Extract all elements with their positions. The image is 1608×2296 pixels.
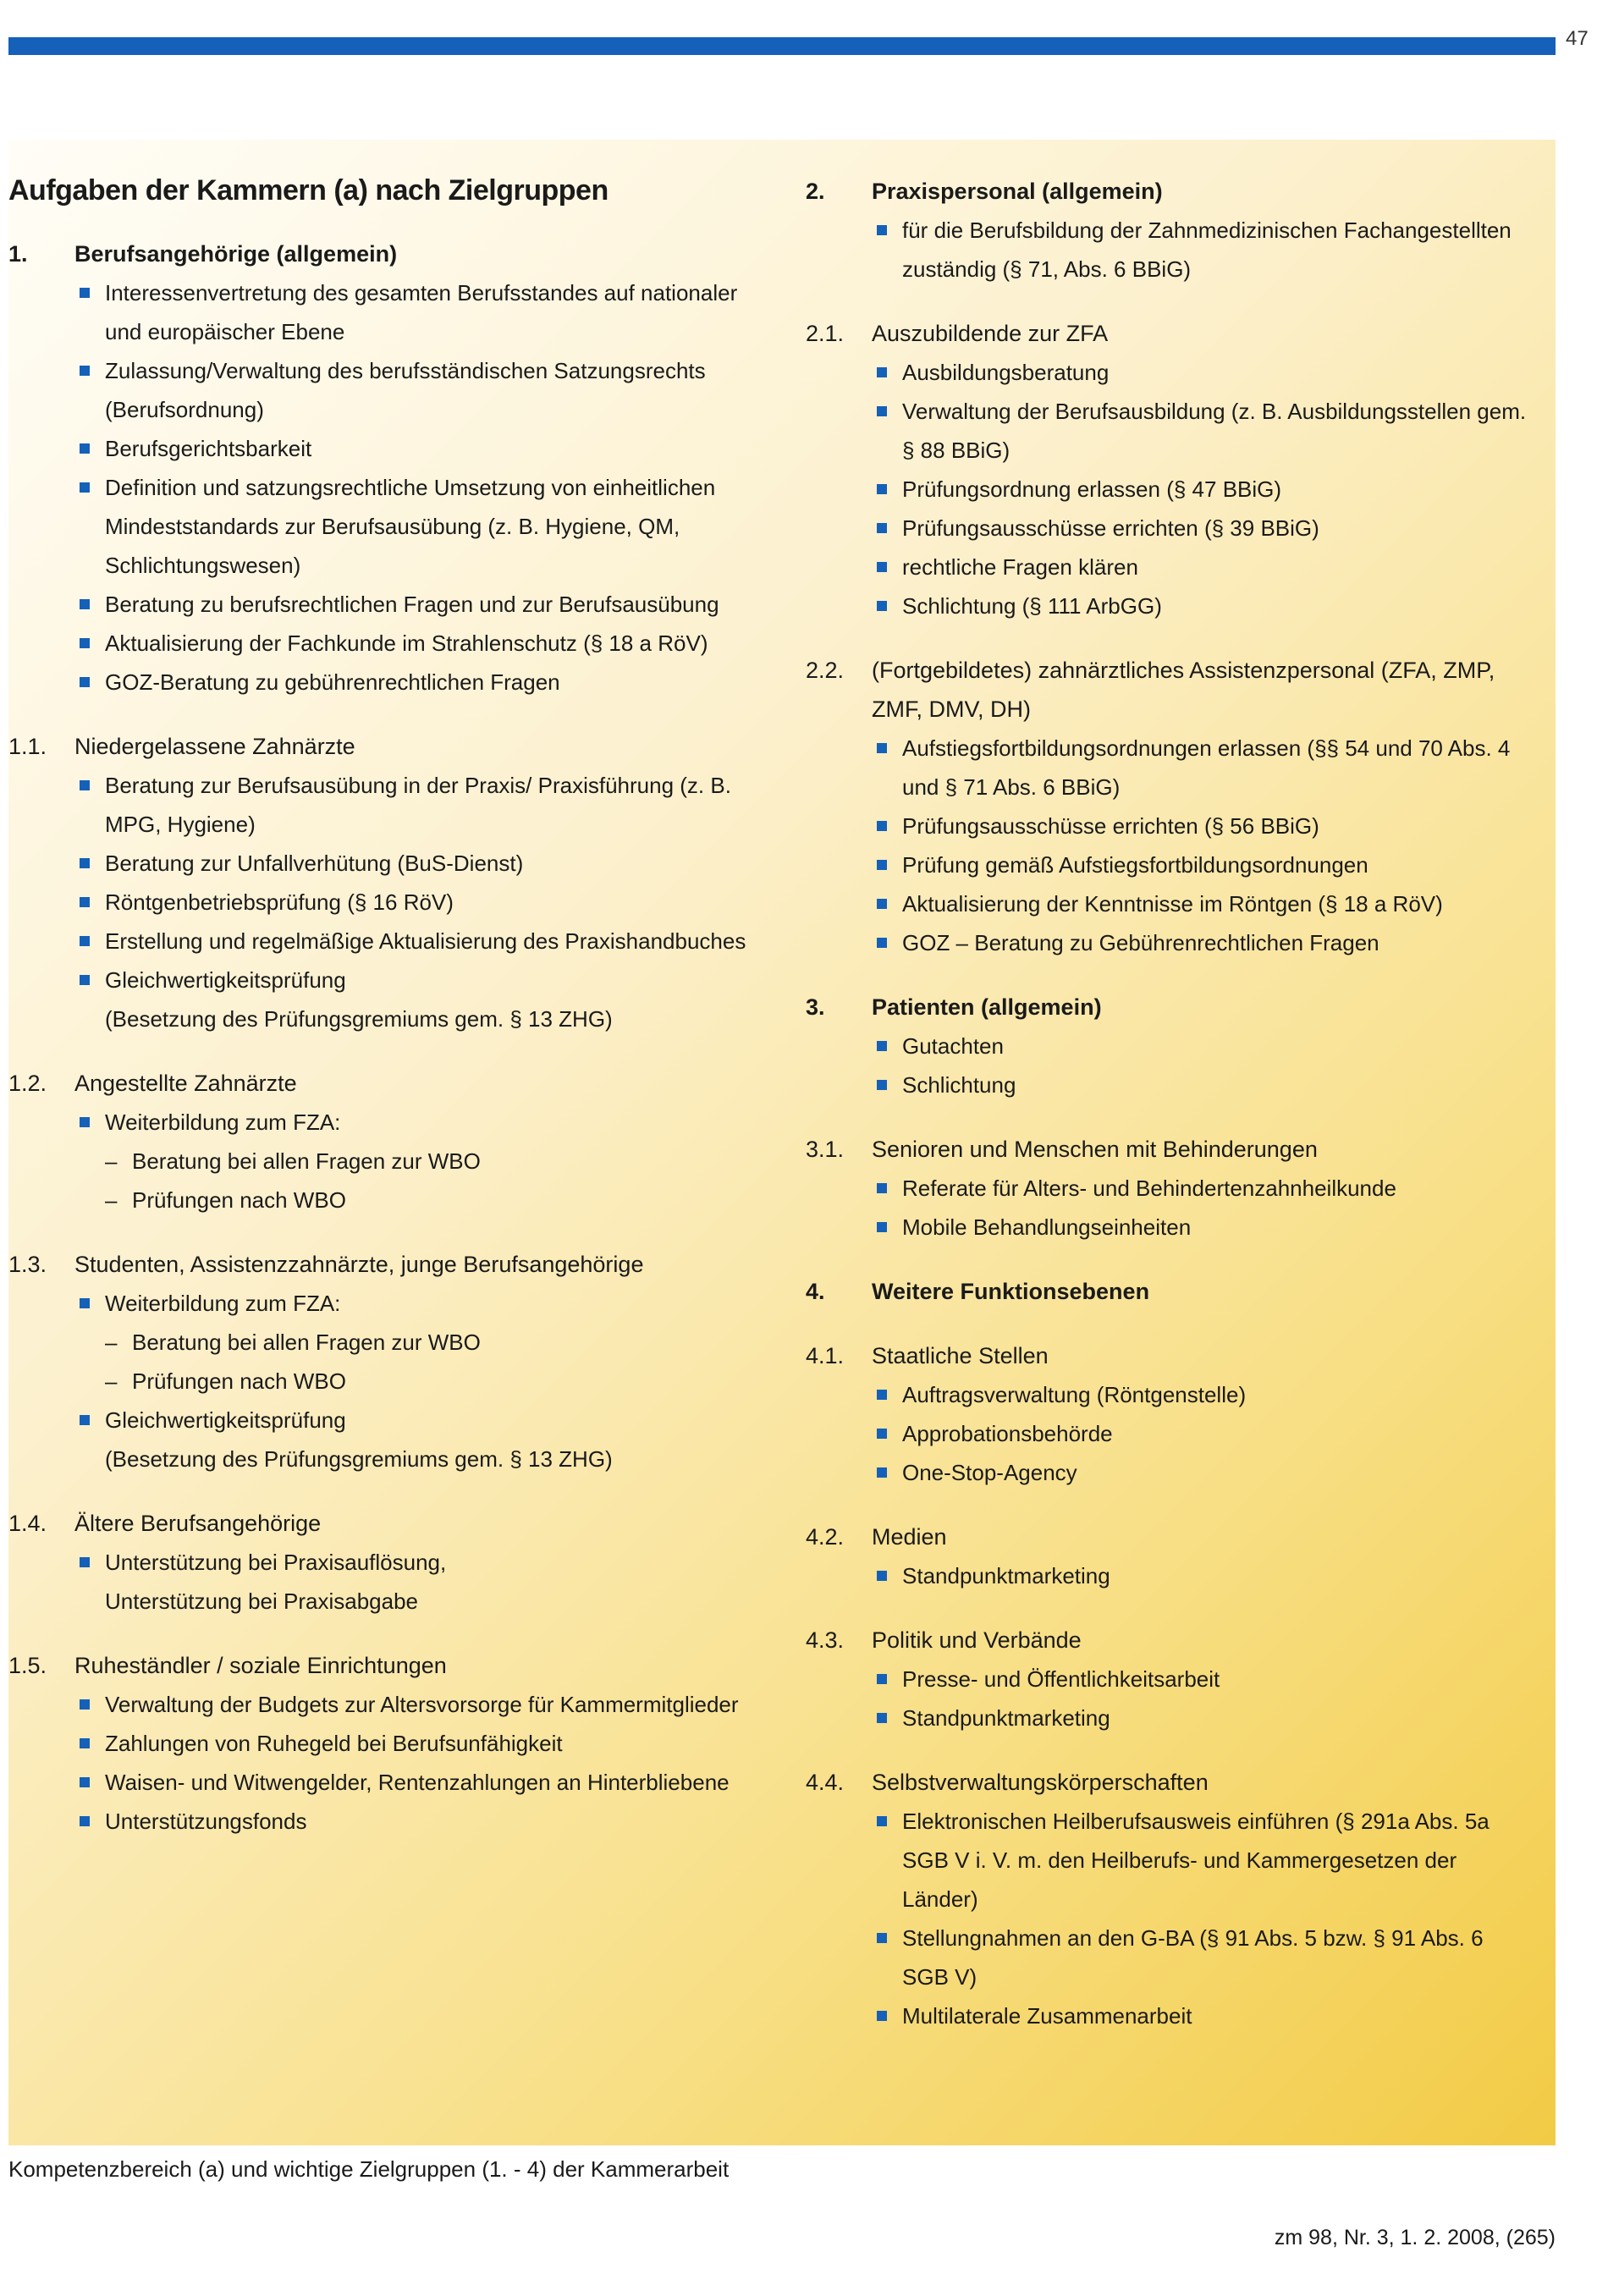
list-item-text: Gleichwertigkeitsprüfung xyxy=(105,1407,346,1433)
section-title: Ruheständler / soziale Einrichtungen xyxy=(74,1653,447,1678)
section-number: 3. xyxy=(806,994,825,1020)
list-item-text: Röntgenbetriebsprüfung (§ 16 RöV) xyxy=(105,889,454,915)
list-item xyxy=(872,1996,1534,2035)
list-item xyxy=(74,883,770,922)
section-heading xyxy=(806,1272,1534,1311)
list-item-text: Waisen- und Witwengelder, Rentenzahlungen an Hinterbliebene xyxy=(105,1770,730,1795)
section-title: Patienten (allgemein) xyxy=(872,994,1102,1020)
list-item-text: Berufsgerichtsbarkeit xyxy=(105,436,312,461)
bullet-list xyxy=(806,1375,1534,1492)
list-item-text: Weiterbildung zum FZA: xyxy=(105,1291,341,1316)
section-heading xyxy=(8,1064,770,1103)
list-item-text: One-Stop-Agency xyxy=(902,1460,1077,1485)
list-item xyxy=(74,273,770,351)
list-item xyxy=(74,1401,770,1478)
list-item xyxy=(872,923,1534,962)
section-heading xyxy=(8,1504,770,1543)
bullet-list xyxy=(806,729,1534,962)
list-item-text: Multilaterale Zusammenarbeit xyxy=(902,2003,1192,2029)
list-item xyxy=(74,663,770,702)
list-item-text: Referate für Alters- und Behindertenzahnheilkunde xyxy=(902,1176,1396,1201)
list-item-text: Elektronischen Heilberufsausweis einführen (§ 291a Abs. 5a SGB V i. V. m. den Heilberufs- und Kammergesetzen der Länder) xyxy=(902,1809,1490,1912)
section xyxy=(8,727,770,1038)
list-item-text: Unterstützung bei Praxisauflösung, xyxy=(105,1550,447,1575)
list-item-text: Ausbildungsberatung xyxy=(902,360,1110,385)
section-title: Ältere Berufsangehörige xyxy=(74,1511,322,1536)
list-item xyxy=(872,845,1534,884)
section-heading xyxy=(8,1646,770,1685)
section xyxy=(806,172,1534,289)
list-item-continuation: (Berufsordnung) xyxy=(105,397,264,422)
list-item-text: Prüfung gemäß Aufstiegsfortbildungsordnungen xyxy=(902,852,1368,878)
list-item-text: Prüfungsausschüsse errichten (§ 39 BBiG) xyxy=(902,515,1319,541)
list-item xyxy=(74,1685,770,1724)
section-title: Auszubildende zur ZFA xyxy=(872,321,1109,346)
list-item xyxy=(872,1660,1534,1699)
list-item-text: Beratung zu berufsrechtlichen Fragen und zur Berufsausübung xyxy=(105,592,719,617)
top-accent-bar xyxy=(8,37,1556,55)
section-title: Niedergelassene Zahnärzte xyxy=(74,734,355,759)
list-item-continuation: Unterstützung bei Praxisabgabe xyxy=(105,1588,419,1614)
list-item xyxy=(74,1103,770,1220)
list-item-text: GOZ-Beratung zu gebührenrechtlichen Fragen xyxy=(105,669,560,695)
list-item xyxy=(74,1543,770,1621)
section xyxy=(806,314,1534,625)
list-item xyxy=(872,509,1534,548)
bullet-list xyxy=(806,1802,1534,2035)
list-item xyxy=(872,1027,1534,1065)
list-item-text: Verwaltung der Berufsausbildung (z. B. Ausbildungsstellen gem. § 88 BBiG) xyxy=(902,399,1527,463)
section-number: 1.1. xyxy=(8,734,47,759)
list-item xyxy=(872,548,1534,586)
bullet-list xyxy=(8,1543,770,1621)
list-item xyxy=(872,1375,1534,1414)
section-heading xyxy=(806,1130,1534,1169)
list-item-text: Beratung zur Unfallverhütung (BuS-Dienst) xyxy=(105,851,524,876)
list-item xyxy=(74,1724,770,1763)
list-item xyxy=(872,353,1534,392)
list-item-continuation: (Besetzung des Prüfungsgremiums gem. § 13 ZHG) xyxy=(105,1006,613,1032)
section-number: 1.4. xyxy=(8,1511,47,1536)
section-heading xyxy=(806,1336,1534,1375)
list-item xyxy=(872,1919,1534,1996)
section-number: 4. xyxy=(806,1279,825,1304)
panel-title: Aufgaben der Kammern (a) nach Zielgruppen xyxy=(8,174,609,206)
section-title: (Fortgebildetes) zahnärztliches Assistenzpersonal (ZFA, ZMP, ZMF, DMV, DH) xyxy=(872,658,1495,722)
list-item xyxy=(872,470,1534,509)
section-heading xyxy=(806,172,1534,211)
bullet-list xyxy=(806,1556,1534,1595)
bullet-list xyxy=(806,1027,1534,1104)
sub-list-item: – Prüfungen nach WBO xyxy=(105,1362,770,1401)
section xyxy=(806,651,1534,962)
list-item-text: Gutachten xyxy=(902,1033,1004,1059)
list-item xyxy=(872,1453,1534,1492)
list-item-text: Schlichtung (§ 111 ArbGG) xyxy=(902,593,1162,619)
section xyxy=(8,234,770,702)
list-item xyxy=(74,1763,770,1802)
list-item-text: Erstellung und regelmäßige Aktualisierung des Praxishandbuches xyxy=(105,928,746,954)
list-item-text: Zahlungen von Ruhegeld bei Berufsunfähigkeit xyxy=(105,1731,563,1756)
list-item xyxy=(872,586,1534,625)
section xyxy=(806,1621,1534,1737)
bullet-list xyxy=(8,1685,770,1841)
section xyxy=(806,1336,1534,1492)
list-item-text: Mobile Behandlungseinheiten xyxy=(902,1214,1192,1240)
right-column xyxy=(806,172,1534,2061)
list-item-text: Aufstiegsfortbildungsordnungen erlassen (§§ 54 und 70 Abs. 4 und § 71 Abs. 6 BBiG) xyxy=(902,735,1511,800)
section-number: 3.1. xyxy=(806,1137,845,1162)
bullet-list xyxy=(806,211,1534,289)
list-item xyxy=(74,961,770,1038)
list-item xyxy=(872,1065,1534,1104)
page-footer: zm 98, Nr. 3, 1. 2. 2008, (265) xyxy=(1274,2226,1556,2249)
list-item-text: für die Berufsbildung der Zahnmedizinischen Fachangestellten zuständig (§ 71, Abs. 6 BBiG) xyxy=(902,217,1512,282)
list-item-text: Schlichtung xyxy=(902,1072,1016,1098)
list-item xyxy=(872,884,1534,923)
section-heading xyxy=(8,1245,770,1284)
section-title: Selbstverwaltungskörperschaften xyxy=(872,1770,1209,1795)
list-item xyxy=(872,1414,1534,1453)
bullet-list xyxy=(8,1284,770,1478)
section-title: Studenten, Assistenzzahnärzte, junge Berufsangehörige xyxy=(74,1252,644,1277)
list-item xyxy=(872,211,1534,289)
section-number: 1. xyxy=(8,241,28,267)
list-item xyxy=(74,1284,770,1401)
bullet-list xyxy=(8,1103,770,1220)
list-item-text: Presse- und Öffentlichkeitsarbeit xyxy=(902,1666,1220,1692)
list-item-continuation: (Besetzung des Prüfungsgremiums gem. § 13 ZHG) xyxy=(105,1446,613,1472)
bullet-list xyxy=(8,766,770,1038)
section xyxy=(806,1763,1534,2035)
section xyxy=(806,988,1534,1104)
section-title: Politik und Verbände xyxy=(872,1627,1082,1653)
section-title: Senioren und Menschen mit Behinderungen xyxy=(872,1137,1318,1162)
list-item-text: Interessenvertretung des gesamten Berufsstandes auf nationaler und europäischer Ebene xyxy=(105,280,738,344)
section-title: Berufsangehörige (allgemein) xyxy=(74,241,398,267)
list-item-text: Stellungnahmen an den G-BA (§ 91 Abs. 5 bzw. § 91 Abs. 6 SGB V) xyxy=(902,1925,1484,1990)
list-item-text: rechtliche Fragen klären xyxy=(902,554,1138,580)
list-item xyxy=(872,392,1534,470)
list-item xyxy=(74,429,770,468)
list-item-text: Weiterbildung zum FZA: xyxy=(105,1109,341,1135)
section-title: Medien xyxy=(872,1524,947,1550)
list-item xyxy=(74,844,770,883)
section-number: 2.2. xyxy=(806,658,845,683)
info-panel xyxy=(8,140,1556,2145)
section xyxy=(806,1272,1534,1311)
section-number: 4.4. xyxy=(806,1770,845,1795)
bullet-list xyxy=(806,353,1534,625)
list-item xyxy=(74,468,770,585)
section-title: Praxispersonal (allgemein) xyxy=(872,179,1163,204)
list-item-text: Aktualisierung der Fachkunde im Strahlenschutz (§ 18 a RöV) xyxy=(105,630,708,656)
left-column xyxy=(8,172,770,1866)
list-item-text: Unterstützungsfonds xyxy=(105,1809,307,1834)
list-item-text: Standpunktmarketing xyxy=(902,1563,1110,1588)
section xyxy=(8,1646,770,1841)
section-number: 4.3. xyxy=(806,1627,845,1653)
list-item xyxy=(872,1802,1534,1919)
bullet-list xyxy=(8,273,770,702)
list-item xyxy=(74,351,770,429)
section-number: 1.3. xyxy=(8,1252,47,1277)
list-item-text: Auftragsverwaltung (Röntgenstelle) xyxy=(902,1382,1247,1407)
section xyxy=(8,1064,770,1220)
list-item xyxy=(872,1556,1534,1595)
list-item xyxy=(872,807,1534,845)
figure-caption: Kompetenzbereich (a) und wichtige Zielgruppen (1. - 4) der Kammerarbeit xyxy=(8,2156,730,2182)
section-heading xyxy=(806,1517,1534,1556)
list-item xyxy=(74,585,770,624)
list-item-text: Prüfungsausschüsse errichten (§ 56 BBiG) xyxy=(902,813,1319,839)
section-number: 2. xyxy=(806,179,825,204)
bullet-list xyxy=(806,1660,1534,1737)
list-item xyxy=(74,624,770,663)
list-item-text: Approbationsbehörde xyxy=(902,1421,1113,1446)
list-item-text: Prüfungsordnung erlassen (§ 47 BBiG) xyxy=(902,476,1282,502)
list-item-text: Verwaltung der Budgets zur Altersvorsorge für Kammermitglieder xyxy=(105,1692,739,1717)
section xyxy=(8,1504,770,1621)
bullet-list xyxy=(806,1169,1534,1247)
list-item xyxy=(74,1802,770,1841)
section-heading xyxy=(806,1763,1534,1802)
section-heading xyxy=(806,314,1534,353)
list-item xyxy=(872,1208,1534,1247)
list-item-text: Standpunktmarketing xyxy=(902,1705,1110,1731)
section xyxy=(8,1245,770,1478)
section-title: Angestellte Zahnärzte xyxy=(74,1071,297,1096)
section-number: 1.2. xyxy=(8,1071,47,1096)
list-item xyxy=(872,729,1534,807)
section-title: Weitere Funktionsebenen xyxy=(872,1279,1150,1304)
list-item-text: Zulassung/Verwaltung des berufsständischen Satzungsrechts xyxy=(105,358,706,383)
list-item xyxy=(74,922,770,961)
list-item-text: Gleichwertigkeitsprüfung xyxy=(105,967,346,993)
section-heading xyxy=(8,234,770,273)
list-item-text: GOZ – Beratung zu Gebührenrechtlichen Fragen xyxy=(902,930,1379,955)
section-number: 1.5. xyxy=(8,1653,47,1678)
list-item xyxy=(872,1169,1534,1208)
sub-list-item: – Beratung bei allen Fragen zur WBO xyxy=(105,1323,770,1362)
section-title: Staatliche Stellen xyxy=(872,1343,1049,1368)
sub-list-item: – Prüfungen nach WBO xyxy=(105,1181,770,1220)
list-item-text: Aktualisierung der Kenntnisse im Röntgen (§ 18 a RöV) xyxy=(902,891,1443,917)
section xyxy=(806,1130,1534,1247)
sub-list-item: – Beratung bei allen Fragen zur WBO xyxy=(105,1142,770,1181)
list-item-text: Beratung zur Berufsausübung in der Praxis/ Praxisführung (z. B. MPG, Hygiene) xyxy=(105,773,731,837)
section-heading xyxy=(806,651,1534,729)
section-heading xyxy=(806,988,1534,1027)
list-item-text: Definition und satzungsrechtliche Umsetzung von einheitlichen Mindeststandards zur Berufsausübung (z. B. Hygiene, QM, Schlichtungswesen) xyxy=(105,475,716,578)
list-item xyxy=(74,766,770,844)
section-number: 2.1. xyxy=(806,321,845,346)
section-number: 4.2. xyxy=(806,1524,845,1550)
section-number: 4.1. xyxy=(806,1343,845,1368)
list-item xyxy=(872,1699,1534,1737)
page-number: 47 xyxy=(1566,27,1589,50)
section-heading xyxy=(8,727,770,766)
section-heading xyxy=(806,1621,1534,1660)
section xyxy=(806,1517,1534,1595)
